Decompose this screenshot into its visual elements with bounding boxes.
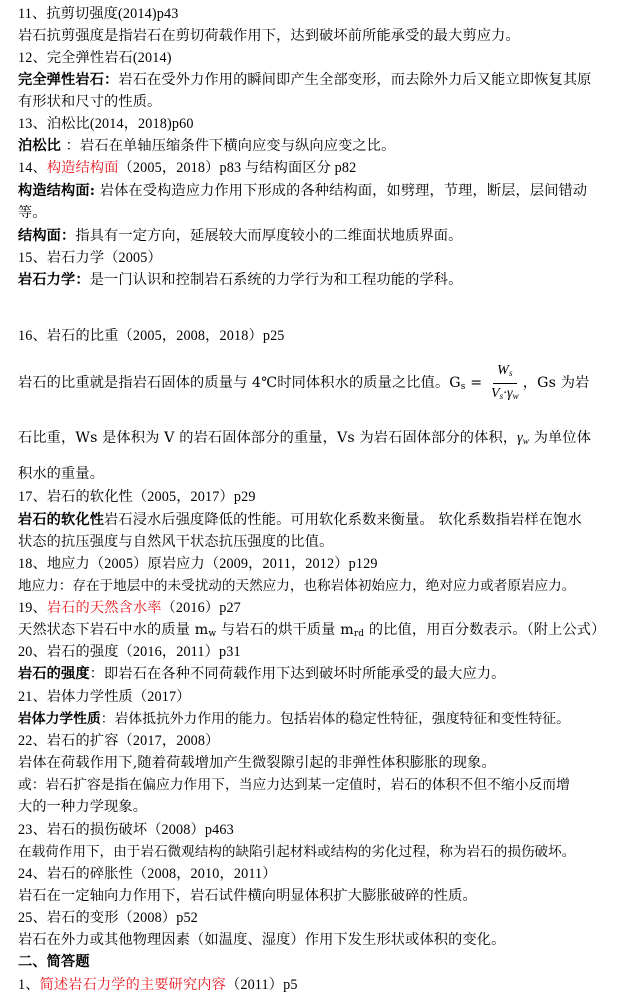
item-16-definition-cont: 石比重，Ws 是体积为 V 的岩石固体部分的重量，Vs 为岩石固体部分的体积，$\gamma_w$ 为单位体 — [18, 430, 592, 446]
item-25-definition: 岩石在外力或其他物理因素（如温度、湿度）作用下发生形状或体积的变化。 — [18, 932, 506, 948]
item-12-definition-cont: 有形状和尺寸的性质。 — [18, 94, 162, 110]
question-1-heading: 1、简述岩石力学的主要研究内容（2011）p5 — [18, 977, 298, 993]
item-21-heading: 21、岩体力学性质（2017） — [18, 689, 191, 705]
item-13-definition: 泊松比 ：岩石在单轴压缩条件下横向应变与纵向应变之比。 — [18, 138, 396, 154]
highlighted-title: 简述岩石力学的主要研究内容 — [39, 977, 226, 993]
item-17-heading: 17、岩石的软化性（2005，2017）p29 — [18, 489, 256, 505]
item-15-definition: 岩石力学：是一门认识和控制岩石系统的力学行为和工程功能的学科。 — [18, 272, 463, 288]
item-16-heading: 16、岩石的比重（2005，2008，2018）p25 — [18, 328, 285, 344]
item-16-definition-end: 积水的重量。 — [18, 466, 105, 482]
item-22-definition: 岩体在荷载作用下,随着荷载增加产生微裂隙引起的非弹性体积膨胀的现象。 — [18, 755, 496, 771]
item-21-definition: 岩体力学性质：岩体抵抗外力作用的能力。包括岩体的稳定性特征，强度特征和变性特征。 — [18, 711, 570, 727]
item-22-alt-definition-cont: 大的一种力学现象。 — [18, 799, 148, 815]
item-12-heading: 12、完全弹性岩石(2014) — [18, 50, 172, 66]
item-17-definition: 岩石的软化性岩石浸水后强度降低的性能。可用软化系数来衡量。 软化系数指岩样在饱水 — [18, 512, 582, 528]
item-12-definition: 完全弹性岩石：岩石在受外力作用的瞬间即产生全部变形，而去除外力后又能立即恢复其原 — [18, 72, 592, 88]
item-14-definition: 构造结构面: 岩体在受构造应力作用下形成的各种结构面，如劈理，节理，断层，层间错动 — [18, 183, 588, 199]
item-20-heading: 20、岩石的强度（2016，2011）p31 — [18, 644, 241, 660]
item-13-heading: 13、泊松比(2014，2018)p60 — [18, 116, 194, 132]
item-14-related-definition: 结构面：指具有一定方向，延展较大而厚度较小的二维面状地质界面。 — [18, 228, 463, 244]
item-11-heading: 11、抗剪切强度(2014)p43 — [18, 6, 179, 22]
item-23-heading: 23、岩石的损伤破坏（2008）p463 — [18, 822, 234, 838]
item-11-definition: 岩石抗剪强度是指岩石在剪切荷载作用下，达到破坏前所能承受的最大剪应力。 — [18, 28, 520, 44]
highlighted-title: 岩石的天然含水率 — [46, 600, 162, 616]
item-17-definition-cont: 状态的抗压强度与自然风干状态抗压强度的比值。 — [18, 534, 334, 550]
item-15-heading: 15、岩石力学（2005） — [18, 250, 162, 266]
item-22-heading: 22、岩石的扩容（2017，2008） — [18, 733, 220, 749]
item-19-heading: 19、岩石的天然含水率（2016）p27 — [18, 600, 241, 616]
item-18-heading: 18、地应力（2005）原岩应力（2009，2011，2012）p129 — [18, 556, 378, 572]
item-24-heading: 24、岩石的碎胀性（2008，2010，2011） — [18, 866, 277, 882]
highlighted-title: 构造结构面 — [46, 160, 119, 176]
item-14-definition-cont: 等。 — [18, 205, 47, 221]
item-16-definition: 岩石的比重就是指岩石固体的质量与 4℃时同体积水的质量之比值。$G_s$ = $\frac{W_s}{V_s\cdot\gamma_w}$ ，Gs 为岩 — [18, 360, 589, 406]
item-24-definition: 岩石在一定轴向力作用下，岩石试件横向明显体积扩大膨胀破碎的性质。 — [18, 888, 477, 904]
item-19-definition: 天然状态下岩石中水的质量 $m_w$ 与岩石的烘干质量 $m_{rd}$ 的比值，用百分数表示。（附上公式） — [18, 622, 606, 639]
item-22-alt-definition: 或：岩石扩容是指在偏应力作用下，当应力达到某一定值时，岩石的体积不但不缩小反而增 — [18, 777, 570, 793]
item-23-definition: 在载荷作用下，由于岩石微观结构的缺陷引起材料或结构的劣化过程，称为岩石的损伤破坏。 — [18, 844, 576, 860]
item-18-definition: 地应力：存在于地层中的未受扰动的天然应力，也称岩体初始应力，绝对应力或者原岩应力。 — [18, 578, 576, 594]
item-20-definition: 岩石的强度：即岩石在各种不同荷载作用下达到破坏时所能承受的最大应力。 — [18, 666, 506, 682]
specific-gravity-formula: $\frac{W_s}{V_s\cdot\gamma_w}$ — [490, 362, 519, 401]
section-heading: 二、简答题 — [18, 954, 90, 970]
item-14-heading: 14、构造结构面（2005，2018）p83 与结构面区分 p82 — [18, 160, 357, 176]
item-25-heading: 25、岩石的变形（2008）p52 — [18, 910, 198, 926]
